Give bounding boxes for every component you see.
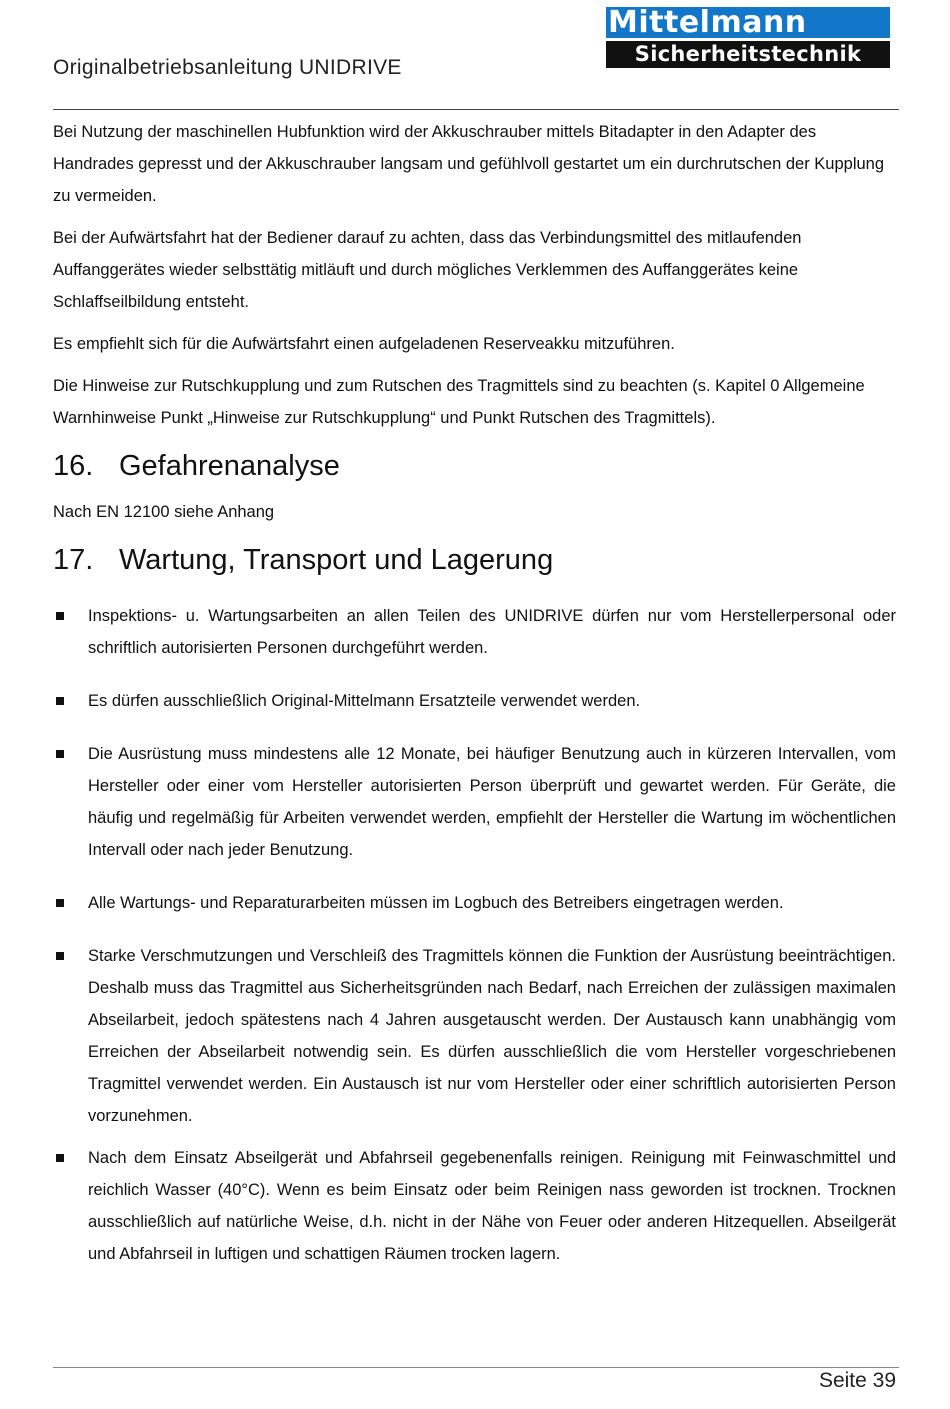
list-item-text: Nach dem Einsatz Abseilgerät und Abfahrseil gegebenenfalls reinigen. Reinigung mit Feinwaschmittel und reichlich Wasser (40°C). Wenn es beim Einsatz oder beim Reinigen nass geworden ist trocknen. Trocknen ausschließlich auf natürliche Weise, d.h. nicht in der Nähe von Feuer oder anderen Hitzequellen. Abseilgerät und Abfahrseil in luftigen und schattigen Räumen trocken lagern. xyxy=(88,1149,896,1263)
list-item-text: Die Ausrüstung muss mindestens alle 12 Monate, bei häufiger Benutzung auch in kürzeren Intervallen, vom Hersteller oder einer vom Hersteller autorisierten Person überprüft und gewartet werden. Für Geräte, die häufig und regelmäßig für Arbeiten verwendet werden, empfiehlt der Hersteller die Wartung im wöchentlichen Intervall oder nach jeder Benutzung. xyxy=(88,745,896,859)
intro-paragraph: Bei der Aufwärtsfahrt hat der Bediener darauf zu achten, dass das Verbindungsmittel des mitlaufenden Auffanggerätes wieder selbsttätig mitläuft und durch mögliches Verklemmen des Auffanggerätes keine Schlaffseilbildung entsteht. xyxy=(53,229,802,311)
section-17-heading xyxy=(53,540,896,580)
section-16-text: Nach EN 12100 siehe Anhang xyxy=(53,503,275,521)
section-title: Gefahrenanalyse xyxy=(119,450,340,482)
bullet-square-icon xyxy=(56,697,64,705)
intro-paragraph: Bei Nutzung der maschinellen Hubfunktion wird der Akkuschrauber mittels Bitadapter in den Adapter des Handrades gepresst und der Akkuschrauber langsam und gefühlvoll gestartet um ein durchrutschen der Kupplung zu vermeiden. xyxy=(53,123,885,205)
bullet-square-icon xyxy=(56,952,64,960)
intro-paragraph: Die Hinweise zur Rutschkupplung und zum Rutschen des Tragmittels sind zu beachten (s. Kapitel 0 Allgemeine Warnhinweise Punkt „Hinweise zur Rutschkupplung“ und Punkt Rutschen des Tragmittels). xyxy=(53,377,865,427)
section-number: 17. xyxy=(53,544,94,576)
section-16-heading xyxy=(53,446,896,486)
section-number: 16. xyxy=(53,450,94,482)
bullet-square-icon xyxy=(56,899,64,907)
footer-divider xyxy=(53,1367,899,1368)
list-item-text: Starke Verschmutzungen und Verschleiß des Tragmittels können die Funktion der Ausrüstung beeinträchtigen. Deshalb muss das Tragmittel aus Sicherheitsgründen nach Bedarf, nach Erreichen der zulässigen maximalen Abseilarbeit, jedoch spätestens nach 4 Jahren ausgetauscht werden. Der Austausch kann unabhängig vom Erreichen der Abseilarbeit notwendig sein. Es dürfen ausschließlich die vom Hersteller vorgeschriebenen Tragmittel verwendet werden. Ein Austausch ist nur vom Hersteller oder einer schriftlich autorisierten Person vorzunehmen. xyxy=(88,947,896,1125)
list-item xyxy=(53,685,896,717)
page-number: Seite 39 xyxy=(818,1369,896,1392)
list-item xyxy=(53,1142,896,1270)
section-title: Wartung, Transport und Lagerung xyxy=(119,544,554,576)
list-item-text: Inspektions- u. Wartungsarbeiten an allen Teilen des UNIDRIVE dürfen nur vom Herstellerpersonal oder schriftlich autorisierten Personen durchgeführt werden. xyxy=(88,607,896,657)
bullet-square-icon xyxy=(56,1154,64,1162)
list-item-text: Alle Wartungs- und Reparaturarbeiten müssen im Logbuch des Betreibers eingetragen werden. xyxy=(88,894,784,912)
list-item xyxy=(53,738,896,866)
maintenance-list xyxy=(53,600,896,1270)
page-content xyxy=(53,116,896,1291)
bullet-square-icon xyxy=(56,750,64,758)
list-item xyxy=(53,940,896,1132)
company-logo xyxy=(606,7,890,68)
logo-subtitle: Sicherheitstechnik xyxy=(606,41,890,68)
intro-paragraph: Es empfiehlt sich für die Aufwärtsfahrt einen aufgeladenen Reserveakku mitzuführen. xyxy=(53,335,675,353)
bullet-square-icon xyxy=(56,612,64,620)
header-divider xyxy=(53,109,899,110)
list-item-text: Es dürfen ausschließlich Original-Mittelmann Ersatzteile verwendet werden. xyxy=(88,692,641,710)
logo-brand-name: Mittelmann xyxy=(606,7,890,38)
list-item xyxy=(53,887,896,919)
list-item xyxy=(53,600,896,664)
document-title: Originalbetriebsanleitung UNIDRIVE xyxy=(53,56,402,79)
